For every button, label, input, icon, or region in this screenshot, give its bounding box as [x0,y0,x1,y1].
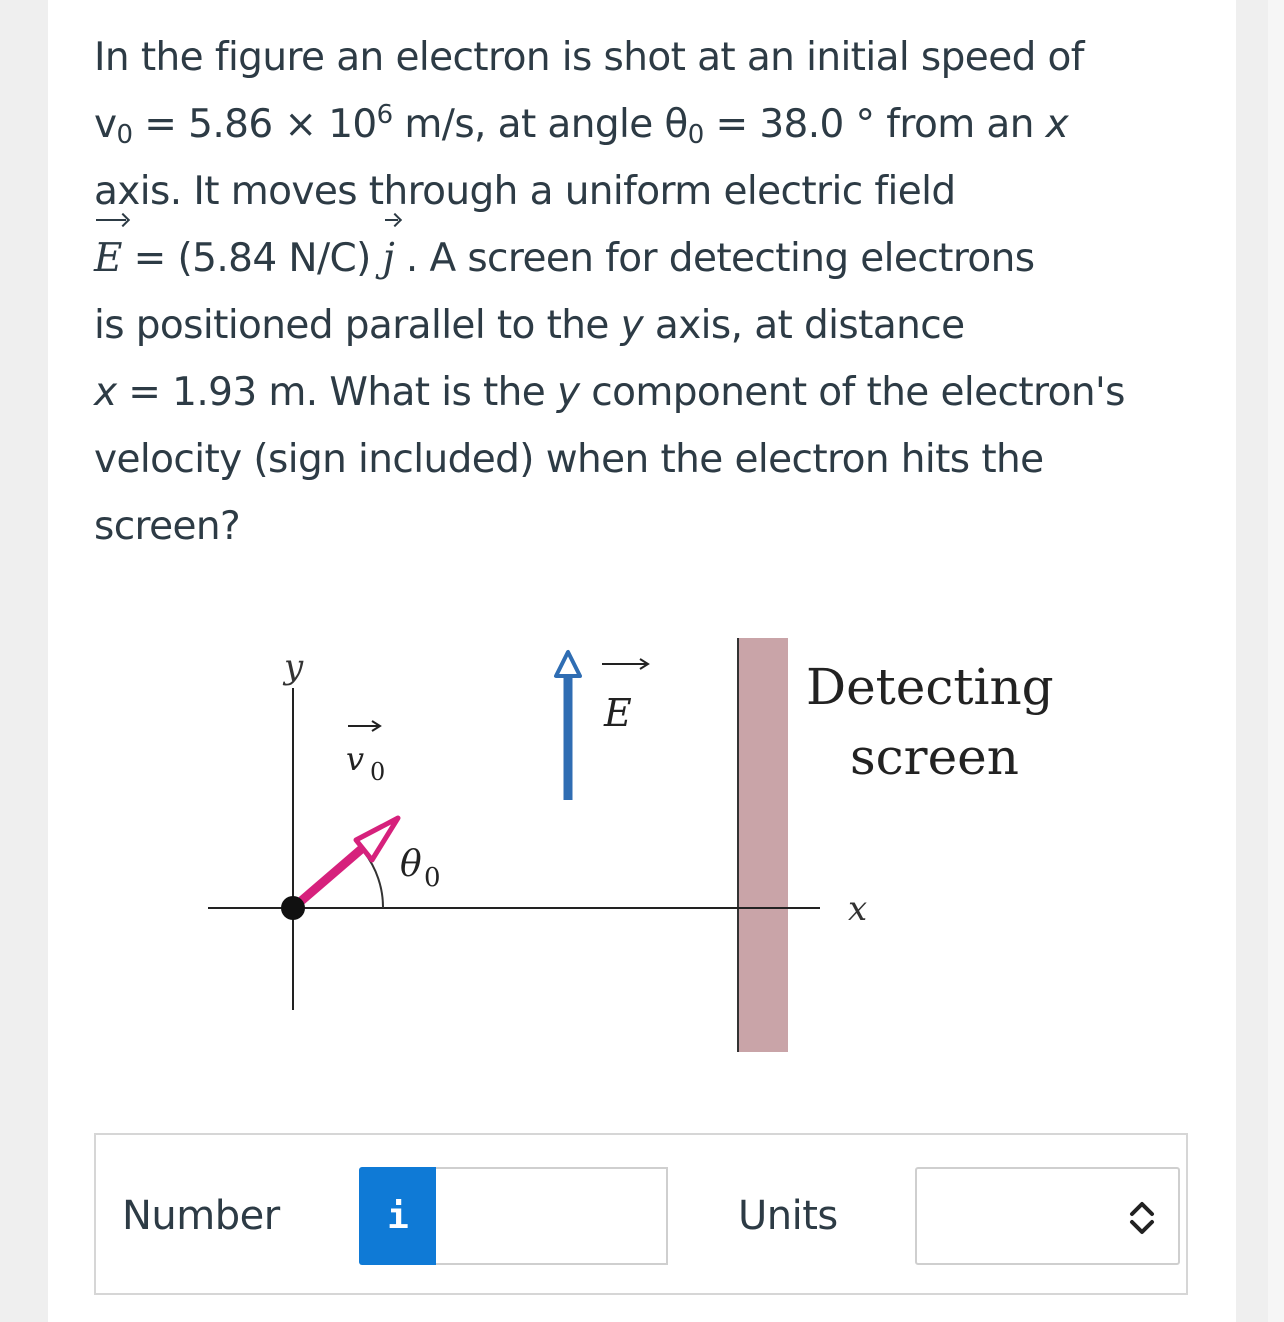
E-vector-symbol: E [94,225,122,292]
x-axis-label: x [848,889,868,929]
detecting-screen [738,638,788,1052]
question-line-5 [94,292,1204,359]
screen-label-detecting: Detecting [806,658,1054,716]
question-line-4 [94,225,1204,292]
physics-figure [200,630,1100,1070]
question-line-8: screen? [94,504,241,549]
field-arrowhead [556,652,580,676]
chevron-up-down-icon [1122,1196,1162,1240]
E-equation: = (5.84 N/C) [121,236,383,281]
units-label: Units [738,1193,838,1239]
theta-equation: = 38.0 ° from an [703,102,1046,147]
velocity-arrow-shaft [293,846,365,908]
x-variable: x [1045,102,1069,147]
E-label: E [604,691,632,735]
y-axis-label: y [284,647,304,687]
question-line-7: velocity (sign included) when the electron hits the [94,437,1044,482]
line6-text-b: component of the electron's [579,370,1125,415]
E-tail-text: . A screen for detecting electrons [394,236,1035,281]
v-symbol: v [94,102,117,147]
j-unit-vector: j [383,225,395,292]
screen-label-screen: screen [850,728,1019,786]
question-text [94,24,1204,560]
theta0-label: θ [400,844,422,885]
line5-text-a: is positioned parallel to the [94,303,621,348]
question-line-6 [94,359,1204,426]
v0-subscript: 0 [370,758,386,786]
line6-text-a: = 1.93 m. What is the [116,370,557,415]
number-input[interactable] [436,1167,668,1265]
scrollbar-track[interactable] [1268,0,1284,1322]
number-label: Number [122,1193,280,1239]
line5-text-b: axis, at distance [643,303,965,348]
y-variable-2: y [557,370,580,415]
question-line-1: In the figure an electron is shot at an initial speed of [94,35,1084,80]
x-variable-2: x [94,370,117,415]
v-subscript: 0 [116,120,133,150]
v-exponent: 6 [376,100,393,130]
theta-subscript: 0 [687,120,704,150]
y-variable: y [620,303,644,348]
info-icon[interactable]: i [359,1167,437,1265]
question-line-3: axis. It moves through a uniform electric field [94,169,956,214]
v-unit: m/s, at angle θ [392,102,688,147]
answer-panel [94,1133,1188,1295]
v-equation: = 5.86 × 10 [132,102,377,147]
electron-dot [281,896,305,920]
units-select[interactable] [915,1167,1180,1265]
v0-label: v [346,740,365,778]
theta0-subscript: 0 [424,863,441,893]
question-line-2 [94,91,1204,158]
